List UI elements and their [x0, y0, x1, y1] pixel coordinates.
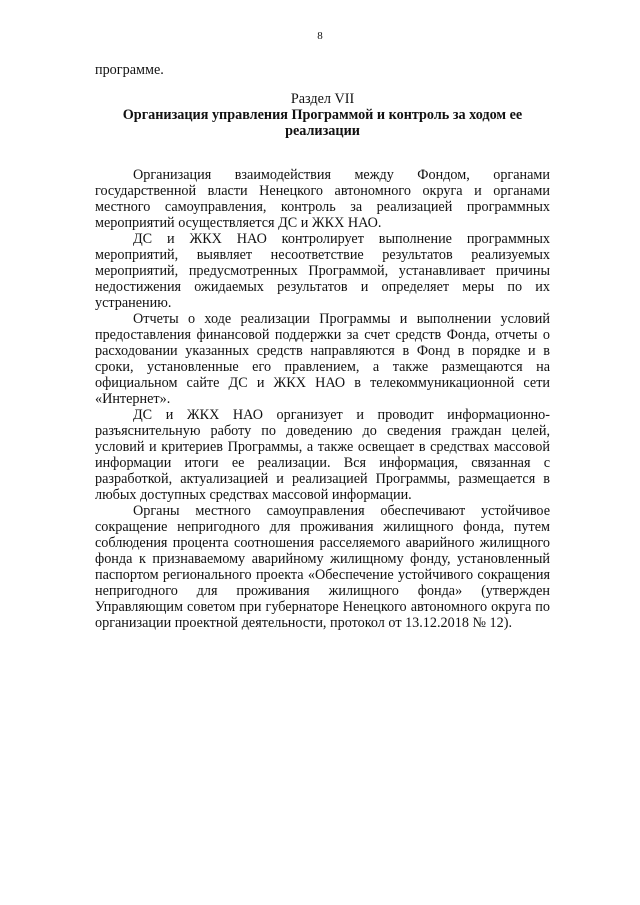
section-title [95, 107, 550, 139]
section-label: Раздел VII [290, 91, 355, 107]
paragraph-reports: Отчеты о ходе реализации Программы и выполнении условий предоставления финансовой поддержки за счет средств Фонда, отчеты о расходовании указанных средств направляются в Фонд в порядке и в сроки, установленные его правлением, а также размещаются на официальном сайте ДС и ЖКХ НАО в телекоммуникационной сети «Интернет». [95, 311, 550, 407]
paragraph-local-government: Органы местного самоуправления обеспечивают устойчивое сокращение непригодного для проживания жилищного фонда, путем соблюдения процента соотношения расселяемого аварийного жилищного фонда к признаваемому аварийному жилищному фонду, установленный паспортом регионального проекта «Обеспечение устойчивого сокращения непригодного для проживания жилищного фонда» (утвержден Управляющим советом при губернаторе Ненецкого автономного округа по организации проектной деятельности, протокол от 13.12.2018 № 12). [95, 503, 550, 631]
page-content [95, 62, 550, 631]
paragraph-information: ДС и ЖКХ НАО организует и проводит информационно-разъяснительную работу по доведению до сведения граждан целей, условий и критериев Программы, а также освещает в средствах массовой информации итоги ее реализации. Вся информация, связанная с разработкой, актуализацией и реализацией Программы, размещается в любых доступных средствах массовой информации. [95, 407, 550, 503]
paragraph-control: ДС и ЖКХ НАО контролирует выполнение программных мероприятий, выявляет несоответствие результатов реализуемых мероприятий, предусмотренных Программой, устанавливает причины недостижения ожидаемых результатов и определяет меры по их устранению. [95, 231, 550, 311]
page-number: 8 [317, 30, 323, 42]
section-title-text: Организация управления Программой и контроль за ходом ее реализации [122, 107, 523, 139]
carryover-line: программе. [95, 62, 164, 78]
paragraph-coordination: Организация взаимодействия между Фондом, органами государственной власти Ненецкого автономного округа и органами местного самоуправления, контроль за реализацией программных мероприятий осуществляется ДС и ЖКХ НАО. [95, 167, 550, 231]
